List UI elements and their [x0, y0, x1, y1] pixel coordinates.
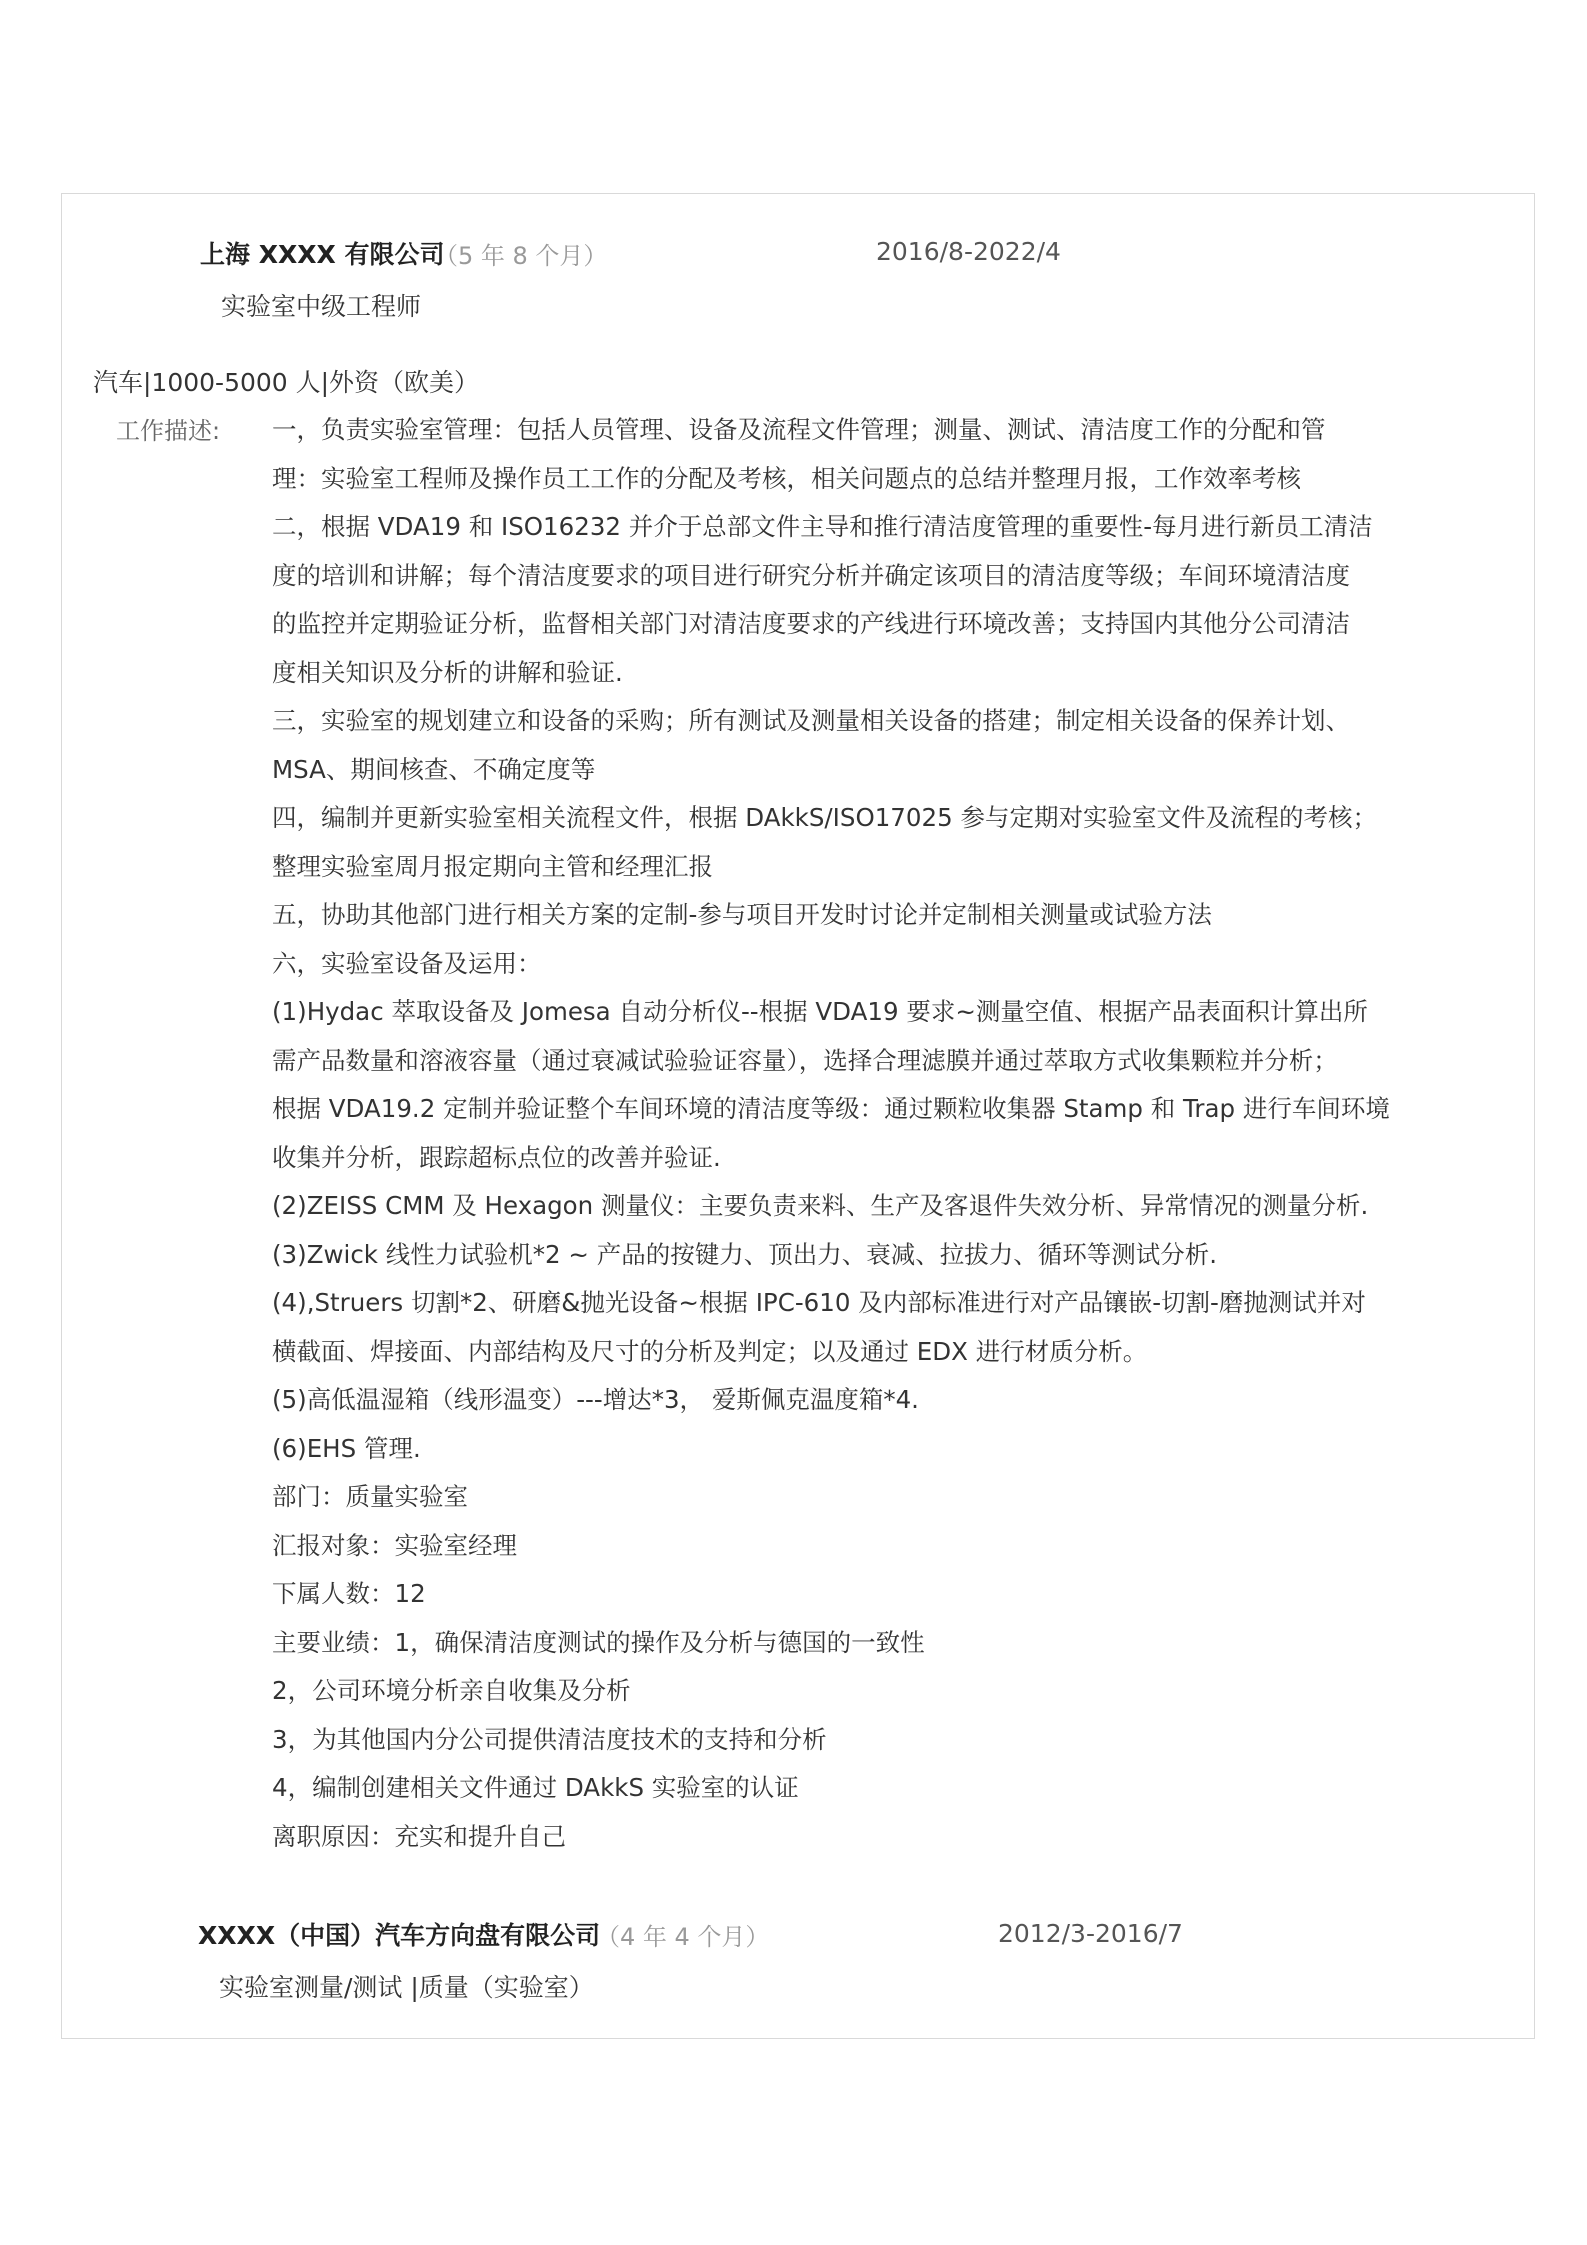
industry-info: 汽车|1000-5000 人|外资（欧美） [93, 368, 480, 397]
description-line: 离职原因：充实和提升自己 [272, 1821, 566, 1851]
description-line: (2)ZEISS CMM 及 Hexagon 测量仪：主要负责来料、生产及客退件失效分析、异常情况的测量分析. [272, 1191, 1369, 1220]
description-line: 五，协助其他部门进行相关方案的定制-参与项目开发时讨论并定制相关测量或试验方法 [272, 900, 1212, 929]
description-line: 横截面、焊接面、内部结构及尺寸的分析及判定；以及通过 EDX 进行材质分析。 [272, 1336, 1148, 1366]
description-line: 二，根据 VDA19 和 ISO16232 并介于总部文件主导和推行清洁度管理的重要性-每月进行新员工清洁 [272, 512, 1373, 541]
description-line: 一，负责实验室管理：包括人员管理、设备及流程文件管理；测量、测试、清洁度工作的分配和管 [272, 415, 1326, 444]
job-description [272, 406, 1390, 1861]
description-line: (1)Hydac 萃取设备及 Jomesa 自动分析仪--根据 VDA19 要求~测量空值、根据产品表面积计算出所 [272, 997, 1368, 1026]
job-title: 实验室中级工程师 [221, 292, 422, 321]
description-line: MSA、期间核查、不确定度等 [272, 754, 596, 784]
job-title: 实验室测量/测试 |质量（实验室） [219, 1973, 594, 2002]
job-duration: （5 年 8 个月） [434, 242, 608, 270]
description-line: 下属人数：12 [272, 1579, 426, 1608]
description-line: 收集并分析，跟踪超标点位的改善并验证. [272, 1142, 721, 1172]
job-date-range: 2016/8-2022/4 [876, 237, 1061, 266]
company-name: 上海 XXXX 有限公司 [200, 240, 445, 269]
description-line: 根据 VDA19.2 定制并验证整个车间环境的清洁度等级：通过颗粒收集器 Stamp 和 Trap 进行车间环境 [272, 1094, 1390, 1123]
description-line: (5)高低温湿箱（线形温变）---增达*3， 爱斯佩克温度箱*4. [272, 1385, 919, 1414]
description-line: 整理实验室周月报定期向主管和经理汇报 [272, 851, 713, 881]
description-line: 三，实验室的规划建立和设备的采购；所有测试及测量相关设备的搭建；制定相关设备的保养计划、 [272, 706, 1350, 735]
description-line: 六，实验室设备及运用： [272, 948, 542, 978]
job-duration: （4 年 4 个月） [596, 1923, 770, 1951]
description-line: 4，编制创建相关文件通过 DAkkS 实验室的认证 [272, 1773, 799, 1802]
description-line: (6)EHS 管理. [272, 1433, 421, 1463]
description-label: 工作描述: [116, 417, 221, 445]
description-line: (4),Struers 切割*2、研磨&抛光设备~根据 IPC-610 及内部标准进行对产品镶嵌-切割-磨抛测试并对 [272, 1288, 1366, 1317]
description-line: 部门：质量实验室 [272, 1482, 468, 1511]
description-line: 需产品数量和溶液容量（通过衰减试验验证容量），选择合理滤膜并通过萃取方式收集颗粒并分析； [272, 1045, 1338, 1075]
description-line: 的监控并定期验证分析，监督相关部门对清洁度要求的产线进行环境改善；支持国内其他分公司清洁 [272, 609, 1350, 638]
description-line: (3)Zwick 线性力试验机*2 ~ 产品的按键力、顶出力、衰减、拉拔力、循环等测试分析. [272, 1239, 1218, 1269]
description-line: 汇报对象：实验室经理 [272, 1530, 517, 1560]
description-line: 度的培训和讲解；每个清洁度要求的项目进行研究分析并确定该项目的清洁度等级；车间环境清洁度 [272, 560, 1350, 590]
description-line: 度相关知识及分析的讲解和验证. [272, 657, 623, 687]
description-line: 3，为其他国内分公司提供清洁度技术的支持和分析 [272, 1724, 827, 1754]
description-line: 主要业绩：1，确保清洁度测试的操作及分析与德国的一致性 [272, 1627, 925, 1657]
description-line: 2，公司环境分析亲自收集及分析 [272, 1676, 631, 1705]
company-name: XXXX（中国）汽车方向盘有限公司 [198, 1921, 601, 1950]
description-line: 理：实验室工程师及操作员工工作的分配及考核，相关问题点的总结并整理月报，工作效率考核 [272, 463, 1301, 493]
job-date-range: 2012/3-2016/7 [998, 1919, 1183, 1948]
description-line: 四，编制并更新实验室相关流程文件，根据 DAkkS/ISO17025 参与定期对实验室文件及流程的考核； [272, 803, 1377, 832]
